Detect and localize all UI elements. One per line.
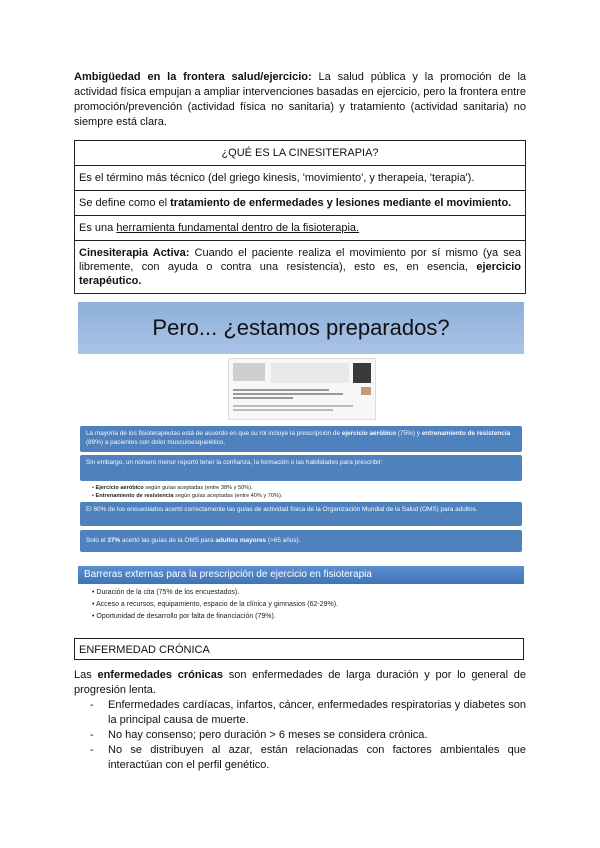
bar4-text-a: Solo el xyxy=(86,537,108,544)
article-thumbnail xyxy=(228,358,376,420)
cinesiterapia-row-definition xyxy=(75,190,525,215)
enfermedad-cronica-header: ENFERMEDAD CRÓNICA xyxy=(74,638,524,660)
list-item xyxy=(90,698,526,728)
cinesiterapia-row-active xyxy=(75,240,525,293)
row4-bold: Cinesiterapia Activa: xyxy=(79,247,190,259)
barrier-bullet-text: Duración de la cita (75% de los encuestados). xyxy=(96,589,240,596)
intro-text: La salud pública y la promoción de la actividad física empujan a ampliar intervenciones basadas en ejercicio, pero la frontera entre promoción/prevención (actividad física no sanitaria) y tratamiento (actividad sanitaria) no siempre está clara. xyxy=(74,71,527,128)
slide-bar-oms-elderly xyxy=(80,530,522,552)
slide-barriers-title: Barreras externas para la prescripción de ejercicio en fisioterapia xyxy=(78,566,524,584)
row3-underline: herramienta fundamental dentro de la fisioterapia. xyxy=(116,222,360,234)
slide-bar-oms-adults: El 60% de los encuestados acertó correctamente las guías de actividad física de la Organización Mundial de la Salud (OMS) para adultos. xyxy=(80,502,522,526)
slide-bar-agreement xyxy=(80,426,522,452)
list-item-text: - No hay consenso; pero duración > 6 meses se considera crónica. xyxy=(90,728,526,743)
embedded-slide xyxy=(78,302,524,628)
sub2-text: según guías aceptadas (entre 40% y 70%). xyxy=(173,493,283,499)
barrier-bullet-text: Oportunidad de desarrollo por falta de financiación (79%). xyxy=(96,613,276,620)
barrier-bullet-text: Acceso a recursos, equipamiento, espacio de la clínica y gimnasios (62-29%). xyxy=(96,601,339,608)
cinesiterapia-row-definition-term: Es el término más técnico (del griego kinesis, 'movimiento', y therapeia, 'terapia'). xyxy=(75,165,525,190)
cinesiterapia-header: ¿QUÉ ES LA CINESITERAPIA? xyxy=(221,147,379,159)
cinesiterapia-row-tool xyxy=(75,215,525,240)
enf-intro-text: son enfermedades de larga duración y por lo general de progresión lenta. xyxy=(74,669,527,696)
bar4-bold-d: adultos mayores xyxy=(215,537,267,544)
article-line xyxy=(233,397,293,399)
article-line xyxy=(233,389,329,391)
slide-subbullet-aerobic: • Ejercicio aeróbico según guías aceptadas (entre 38% y 50%). xyxy=(92,485,253,491)
badge-graphic xyxy=(361,387,371,395)
article-line xyxy=(233,409,333,411)
slide-bar-confidence: Sin embargo, un número menor reportó tener la confianza, la formación o las habilidades para prescribir: xyxy=(80,455,522,481)
article-line xyxy=(233,393,343,395)
bar1-bold-d: entrenamiento de resistencia xyxy=(421,430,511,437)
row2-text: Se define como el xyxy=(79,197,171,209)
slide-barrier-bullet: • Duración de la cita (75% de los encuestados). xyxy=(92,589,240,596)
list-item xyxy=(90,728,526,743)
list-item xyxy=(90,743,526,773)
cinesiterapia-table xyxy=(74,140,526,294)
sub1-bold: Ejercicio aeróbico xyxy=(95,485,144,491)
sub1-text: según guías aceptadas (entre 38% y 50%). xyxy=(143,485,253,491)
bar1-text-a: La mayoría de los fisioterapeutas está de acuerdo en que su rol incluye la prescripción de xyxy=(86,430,342,437)
bar1-text-c: (75%) y xyxy=(396,430,422,437)
article-line xyxy=(233,405,353,407)
slide-barrier-bullet: • Acceso a recursos, equipamiento, espacio de la clínica y gimnasios (62-29%). xyxy=(92,601,339,608)
journal-header-graphic xyxy=(271,363,349,383)
row4-bold-end: ejercicio terapéutico. xyxy=(79,261,521,287)
intro-paragraph xyxy=(74,70,526,130)
row4-text: Cuando el paciente realiza el movimiento por sí mismo (ya sea libremente, con ayuda o contra una resistencia), esto es, en esencia, xyxy=(79,247,521,273)
enf-intro-pre: Las xyxy=(74,669,98,681)
list-item-text: - Enfermedades cardíacas, infartos, cáncer, enfermedades respiratorias y diabetes son la principal causa de muerte. xyxy=(90,698,526,728)
bar4-text-c: acertó las guías de la OMS para xyxy=(120,537,216,544)
journal-logo-graphic xyxy=(233,363,265,381)
enfermedad-intro-paragraph xyxy=(74,668,526,698)
slide-barrier-bullet: • Oportunidad de desarrollo por falta de financiación (79%). xyxy=(92,613,276,620)
slide-subbullet-resistance: • Entrenamiento de resistencia según guías aceptadas (entre 40% y 70%). xyxy=(92,493,283,499)
list-item-text: - No se distribuyen al azar, están relacionadas con factores ambientales que interactúan con el perfil genético. xyxy=(90,743,526,773)
intro-bold: Ambigüedad en la frontera salud/ejercicio: xyxy=(74,71,312,83)
bar4-bold-b: 37% xyxy=(107,537,121,544)
journal-cover-graphic xyxy=(353,363,371,383)
bar1-text-e: (89%) a pacientes con dolor musculoesquelético. xyxy=(86,439,226,446)
bar1-bold-b: ejercicio aeróbico xyxy=(341,430,397,437)
bar4-text-e: (>65 años). xyxy=(266,537,301,544)
enf-intro-bold: enfermedades crónicas xyxy=(97,669,224,681)
slide-title: Pero... ¿estamos preparados? xyxy=(78,302,524,354)
row3-text: Es una xyxy=(79,222,117,234)
row2-bold: tratamiento de enfermedades y lesiones mediante el movimiento. xyxy=(170,197,512,209)
sub2-bold: Entrenamiento de resistencia xyxy=(95,493,174,499)
